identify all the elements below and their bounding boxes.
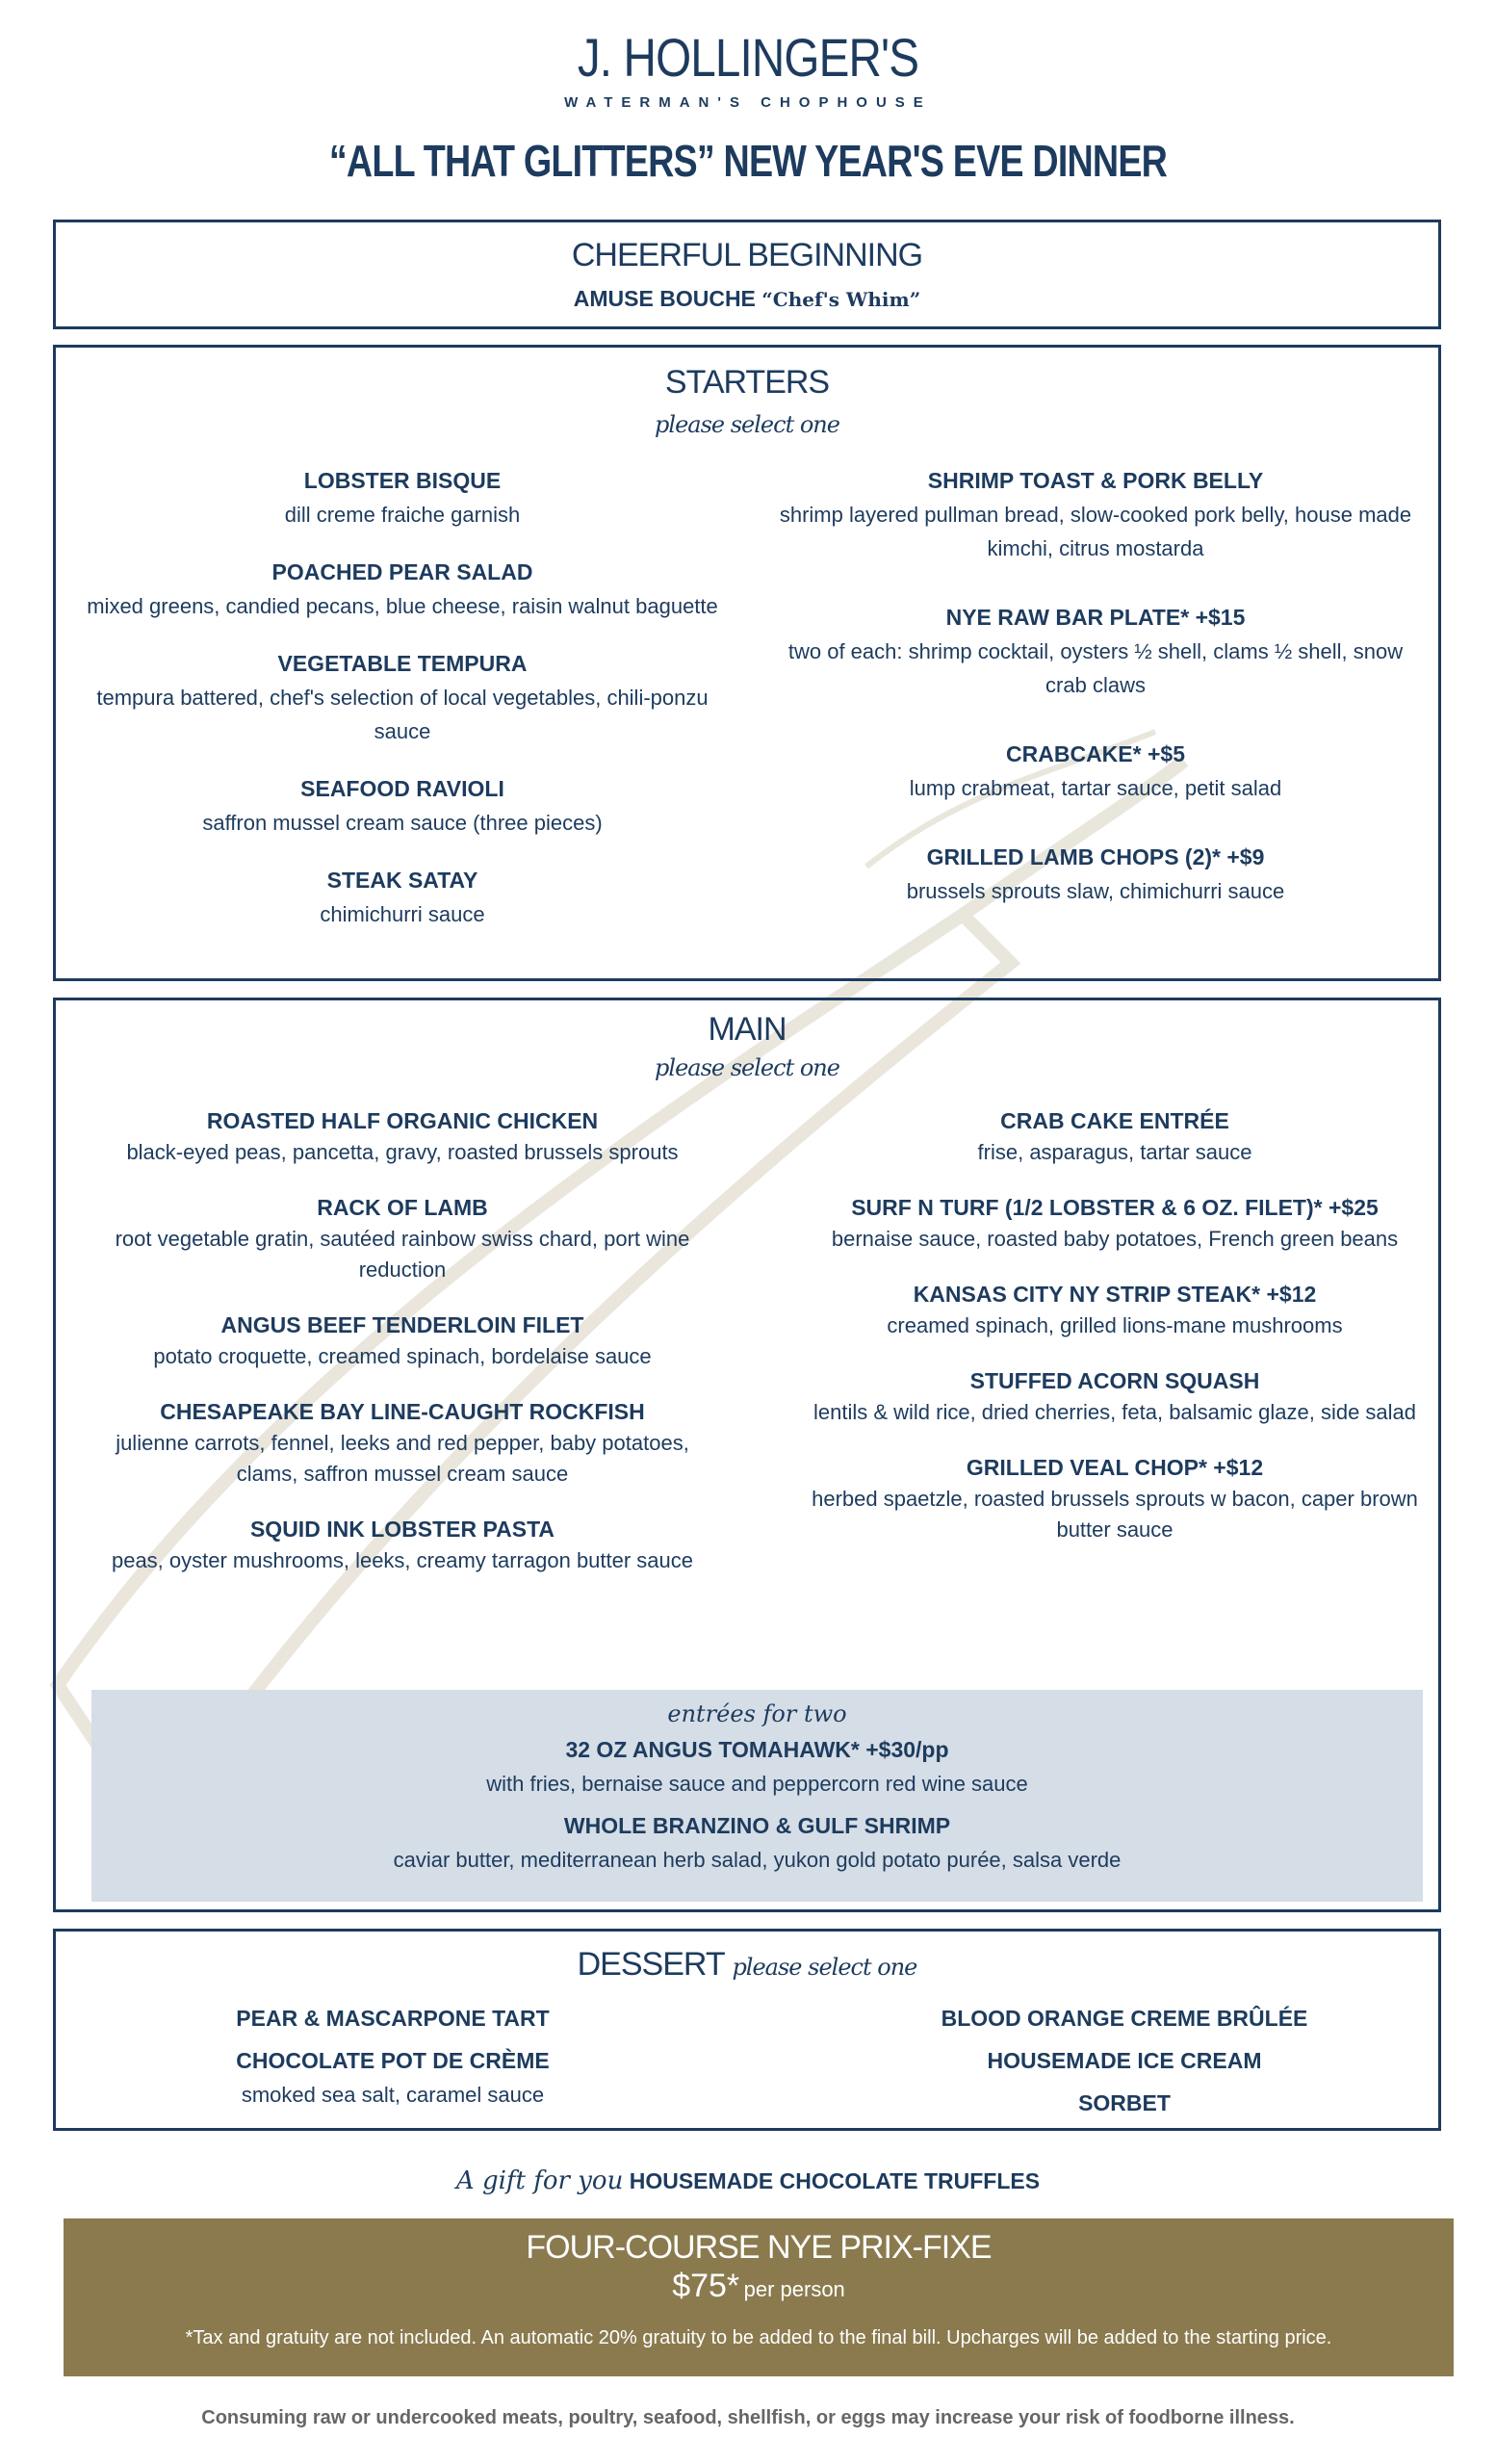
menu-item bbox=[759, 840, 1432, 908]
menu-item-description: creamed spinach, grilled lions-mane mushrooms bbox=[887, 1313, 1343, 1337]
menu-item-name: 32 OZ ANGUS TOMAHAWK* +$30/pp bbox=[565, 1737, 949, 1762]
menu-item-name: SEAFOOD RAVIOLI bbox=[300, 776, 504, 801]
section-heading: STARTERS bbox=[664, 364, 830, 401]
menu-item-name: BLOOD ORANGE CREME BRÛLÉE bbox=[941, 2006, 1308, 2031]
menu-item-description: bernaise sauce, roasted baby potatoes, French green beans bbox=[831, 1227, 1399, 1251]
menu-item bbox=[778, 1364, 1452, 1428]
menu-item-description: potato croquette, creamed spinach, bordelaise sauce bbox=[153, 1344, 652, 1368]
menu-item-name: PEAR & MASCARPONE TART bbox=[236, 2006, 550, 2031]
gift-line bbox=[0, 2165, 1496, 2197]
cheerful-beginning-section bbox=[53, 220, 1441, 329]
menu-item-name: HOUSEMADE ICE CREAM bbox=[987, 2048, 1262, 2073]
menu-item-name: POACHED PEAR SALAD bbox=[271, 559, 533, 584]
menu-item bbox=[778, 1104, 1452, 1168]
menu-item bbox=[65, 863, 739, 931]
menu-item-name: SQUID INK LOBSTER PASTA bbox=[249, 1517, 555, 1542]
gift-text: HOUSEMADE CHOCOLATE TRUFFLES bbox=[629, 2168, 1041, 2193]
starters-section bbox=[53, 345, 1441, 981]
menu-item-name: CRABCAKE* +$5 bbox=[1006, 741, 1185, 766]
entrees-for-two-panel bbox=[91, 1690, 1423, 1902]
menu-item bbox=[65, 1104, 739, 1168]
logo: J. HOLLINGER'S bbox=[577, 27, 919, 88]
menu-item bbox=[65, 463, 739, 532]
menu-item-name: RACK OF LAMB bbox=[317, 1195, 488, 1220]
menu-item-name: SURF N TURF (1/2 LOBSTER & 6 OZ. FILET)* +$25 bbox=[851, 1195, 1379, 1220]
menu-item bbox=[56, 2043, 730, 2112]
menu-item-description: peas, oyster mushrooms, leeks, creamy tarragon butter sauce bbox=[111, 1548, 694, 1572]
menu-item-name: CHESAPEAKE BAY LINE-CAUGHT ROCKFISH bbox=[160, 1399, 645, 1424]
menu-item bbox=[759, 737, 1432, 805]
section-subheading: please select one bbox=[732, 1954, 917, 1981]
foodborne-illness-disclaimer: Consuming raw or undercooked meats, poultry, seafood, shellfish, or eggs may increase your risk of foodborne illness. bbox=[201, 2407, 1295, 2428]
prix-fixe-per: per person bbox=[743, 2277, 845, 2301]
menu-item-description: caviar butter, mediterranean herb salad, yukon gold potato purée, salsa verde bbox=[393, 1848, 1122, 1872]
amuse-note: “Chef's Whim” bbox=[761, 288, 921, 311]
menu-item-name: STEAK SATAY bbox=[326, 868, 478, 893]
menu-item-description: smoked sea salt, caramel sauce bbox=[241, 2083, 545, 2107]
menu-item-name: WHOLE BRANZINO & GULF SHRIMP bbox=[563, 1813, 951, 1838]
menu-item-description: brussels sprouts slaw, chimichurri sauce bbox=[906, 879, 1285, 903]
menu-item-description: julienne carrots, fennel, leeks and red pepper, baby potatoes, clams, saffron mussel cream sauce bbox=[116, 1431, 689, 1486]
menu-item-name: GRILLED VEAL CHOP* +$12 bbox=[966, 1455, 1264, 1480]
section-subheading: please select one bbox=[655, 1054, 839, 1081]
menu-item bbox=[65, 771, 739, 840]
prix-fixe-title: FOUR-COURSE NYE PRIX-FIXE bbox=[526, 2229, 992, 2266]
menu-item-description: root vegetable gratin, sautéed rainbow swiss chard, port wine reduction bbox=[115, 1227, 690, 1282]
dessert-section bbox=[53, 1929, 1441, 2131]
menu-item-description: tempura battered, chef's selection of local vegetables, chili-ponzu sauce bbox=[96, 686, 709, 743]
menu-item bbox=[65, 1395, 739, 1490]
menu-item bbox=[65, 1513, 739, 1576]
menu-item bbox=[787, 2043, 1461, 2078]
menu-item bbox=[778, 1451, 1452, 1545]
menu-item bbox=[65, 646, 739, 748]
menu-item-name: SORBET bbox=[1078, 2090, 1171, 2115]
menu-item-name: CHOCOLATE POT DE CRÈME bbox=[236, 2048, 550, 2073]
menu-item bbox=[787, 2001, 1461, 2036]
menu-item bbox=[787, 2086, 1461, 2120]
menu-item-description: two of each: shrimp cocktail, oysters ½ shell, clams ½ shell, snow crab claws bbox=[787, 639, 1404, 697]
menu-item-description: saffron mussel cream sauce (three pieces) bbox=[202, 811, 603, 835]
menu-item-description: shrimp layered pullman bread, slow-cooked pork belly, house made kimchi, citrus mostarda bbox=[779, 503, 1412, 560]
menu-item-name: GRILLED LAMB CHOPS (2)* +$9 bbox=[926, 844, 1265, 869]
menu-item bbox=[778, 1278, 1452, 1341]
logo-subtitle: WATERMAN'S CHOPHOUSE bbox=[564, 94, 932, 111]
menu-item-name: ROASTED HALF ORGANIC CHICKEN bbox=[206, 1108, 599, 1133]
entrees-for-two-heading: entrées for two bbox=[667, 1700, 847, 1727]
menu-item bbox=[56, 2001, 730, 2036]
menu-item-name: NYE RAW BAR PLATE* +$15 bbox=[945, 605, 1246, 630]
section-heading: CHEERFUL BEGINNING bbox=[571, 237, 923, 273]
menu-item-description: with fries, bernaise sauce and peppercorn red wine sauce bbox=[486, 1772, 1028, 1796]
prix-fixe-price: $75* bbox=[672, 2268, 740, 2304]
section-subheading: please select one bbox=[655, 411, 839, 438]
menu-item-name: CRAB CAKE ENTRÉE bbox=[1000, 1108, 1229, 1133]
menu-item bbox=[91, 1732, 1423, 1801]
amuse-bouche: AMUSE BOUCHE bbox=[573, 286, 756, 311]
menu-item-description: black-eyed peas, pancetta, gravy, roasted brussels sprouts bbox=[126, 1140, 679, 1164]
menu-item bbox=[759, 463, 1432, 565]
menu-item-name: VEGETABLE TEMPURA bbox=[277, 651, 528, 676]
menu-item-description: herbed spaetzle, roasted brussels sprouts w bacon, caper brown butter sauce bbox=[812, 1487, 1418, 1542]
menu-item bbox=[65, 1309, 739, 1372]
menu-item bbox=[65, 1191, 739, 1285]
prix-fixe-banner bbox=[64, 2218, 1454, 2376]
menu-item-description: frise, asparagus, tartar sauce bbox=[977, 1140, 1252, 1164]
menu-item-description: lump crabmeat, tartar sauce, petit salad bbox=[909, 776, 1282, 800]
section-heading: MAIN bbox=[708, 1011, 787, 1048]
menu-item-name: ANGUS BEEF TENDERLOIN FILET bbox=[220, 1312, 584, 1337]
section-heading: DESSERT bbox=[577, 1946, 724, 1983]
menu-item-name: SHRIMP TOAST & PORK BELLY bbox=[927, 468, 1264, 493]
menu-item-description: mixed greens, candied pecans, blue cheese, raisin walnut baguette bbox=[87, 594, 718, 618]
menu-item bbox=[759, 600, 1432, 702]
menu-item-name: STUFFED ACORN SQUASH bbox=[969, 1368, 1260, 1393]
page-title: “ALL THAT GLITTERS” NEW YEAR'S EVE DINNER bbox=[328, 136, 1168, 186]
prix-fixe-note: *Tax and gratuity are not included. An automatic 20% gratuity to be added to the final bill. Upcharges will be added to the starting price. bbox=[185, 2327, 1332, 2348]
menu-item-description: chimichurri sauce bbox=[320, 902, 485, 926]
menu-item-description: lentils & wild rice, dried cherries, feta, balsamic glaze, side salad bbox=[812, 1400, 1417, 1424]
menu-item-name: KANSAS CITY NY STRIP STEAK* +$12 bbox=[913, 1282, 1317, 1307]
menu-item bbox=[65, 555, 739, 623]
gift-script: A gift for you bbox=[455, 2166, 624, 2195]
menu-item-description: dill creme fraiche garnish bbox=[284, 503, 521, 527]
menu-item bbox=[91, 1808, 1423, 1877]
menu-item-name: LOBSTER BISQUE bbox=[303, 468, 502, 493]
menu-item bbox=[778, 1191, 1452, 1255]
main-section bbox=[53, 998, 1441, 1912]
